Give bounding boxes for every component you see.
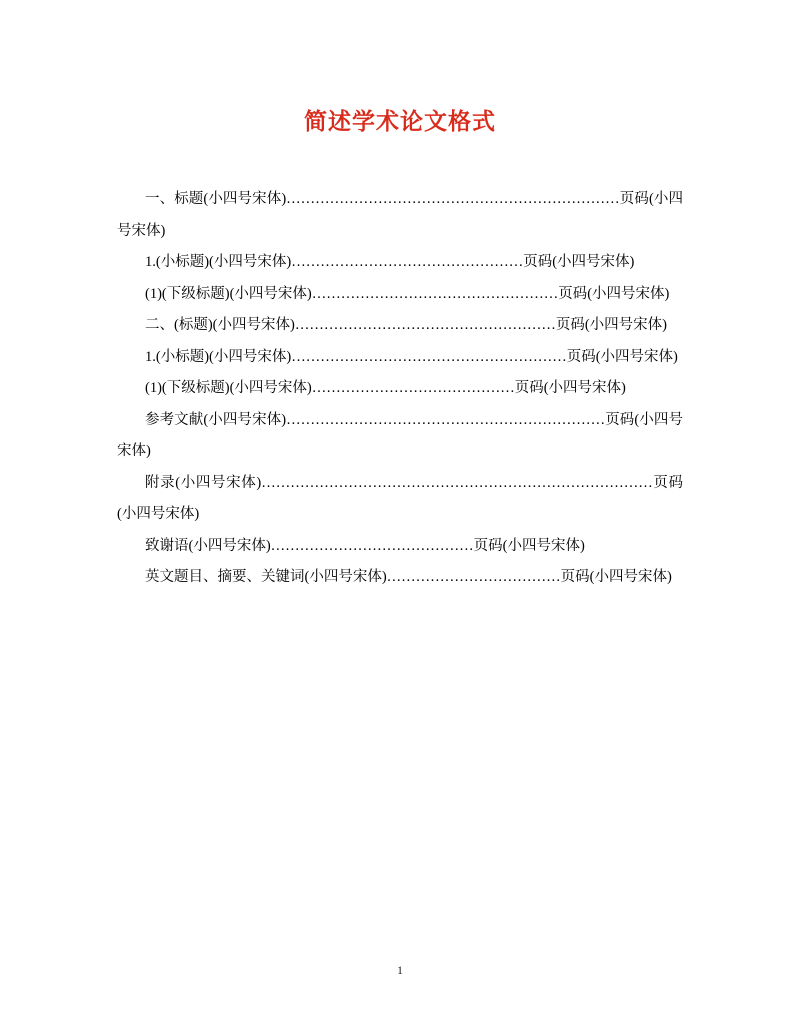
page-title: 简述学术论文格式 — [304, 108, 496, 134]
toc-line: 英文题目、摘要、关键词(小四号宋体)………………………………页码(小四号宋体) — [145, 569, 672, 585]
toc-line: 参考文献(小四号宋体)…………………………………………………………页码(小四号宋体) — [117, 411, 683, 459]
toc-line: 一、标题(小四号宋体)……………………………………………………………页码(小四号宋体) — [117, 191, 683, 239]
page-number: 1 — [397, 963, 403, 977]
toc-line: 附录(小四号宋体)………………………………………………………………………页码(小四号宋体) — [117, 474, 683, 522]
toc-line: 致谢语(小四号宋体)……………………………………页码(小四号宋体) — [145, 537, 585, 554]
toc-line: (1)(下级标题)(小四号宋体)……………………………………………页码(小四号宋体) — [145, 285, 670, 302]
toc-line: 1.(小标题)(小四号宋体)…………………………………………………页码(小四号宋体) — [145, 348, 678, 365]
toc-line: 1.(小标题)(小四号宋体)…………………………………………页码(小四号宋体) — [145, 254, 635, 270]
toc-body — [117, 136, 683, 594]
toc-line: (1)(下级标题)(小四号宋体)……………………………………页码(小四号宋体) — [145, 380, 626, 396]
toc-line: 二、(标题)(小四号宋体)………………………………………………页码(小四号宋体) — [145, 317, 667, 333]
